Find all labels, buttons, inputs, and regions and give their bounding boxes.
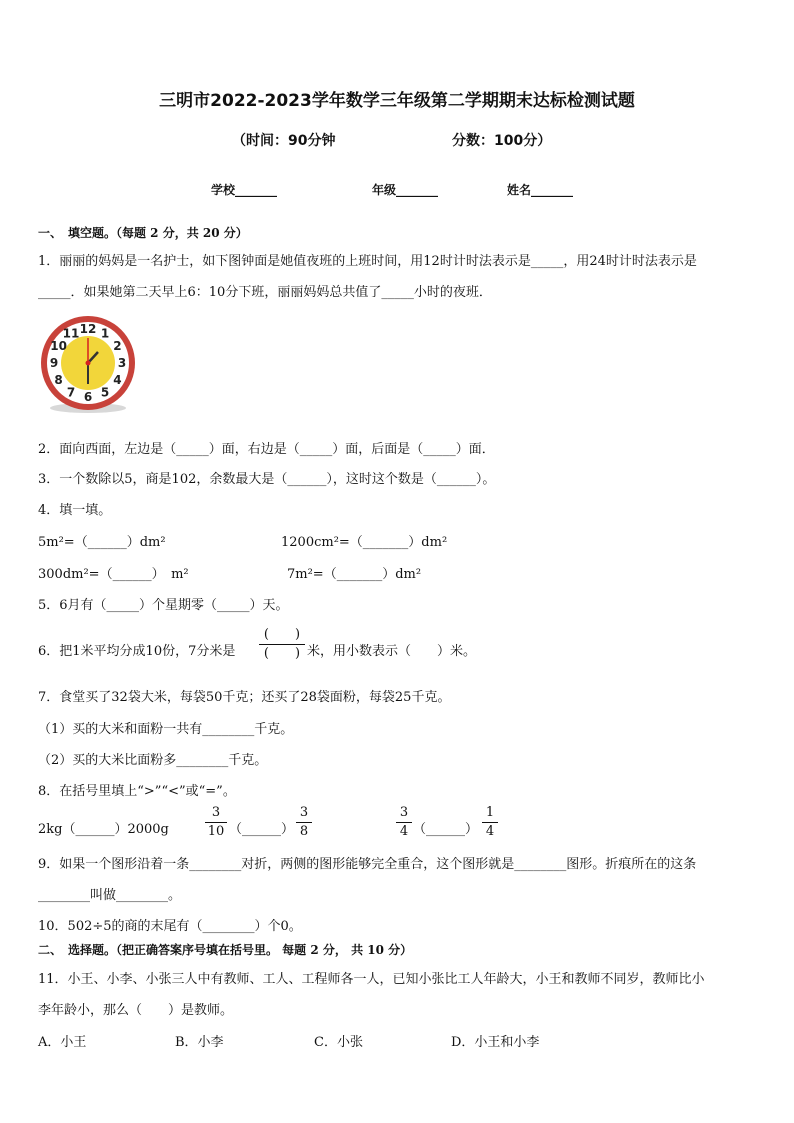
name-field: 姓名_______ <box>507 183 574 197</box>
q9-line1: 9．如果一个图形沿着一条________对折，两侧的图形能够完全重合，这个图形就是________图形。折痕所在的这条 <box>38 857 697 872</box>
option-d: D．小王和小李 <box>451 1035 540 1050</box>
clock-number: 12 <box>79 322 97 336</box>
clock-number: 3 <box>117 356 127 370</box>
grade-field: 年级_______ <box>372 183 439 197</box>
q11-line2: 李年龄小，那么（ ）是教师。 <box>38 1003 234 1018</box>
q8-fraction-2 <box>296 805 312 840</box>
clock-number: 7 <box>66 385 76 400</box>
q4-a: 5m²=（______）dm² <box>38 535 166 550</box>
clock-number: 1 <box>100 326 110 341</box>
q8: 8．在括号里填上“>”“<”或“=”。 <box>38 784 236 799</box>
clock-number: 11 <box>62 326 80 341</box>
q6-text: 6．把1米平均分成10份，7分米是 <box>38 644 236 659</box>
q9-line2: ________叫做________。 <box>38 888 182 903</box>
q8-f1-num: 3 <box>211 805 221 820</box>
q8-f1-den: 10 <box>207 824 225 839</box>
exam-score: 分数：100分） <box>452 133 552 149</box>
q3: 3．一个数除以5，商是102，余数最大是（______），这时这个数是（______）。 <box>38 472 496 487</box>
q8-blank-1: （______） <box>229 822 295 837</box>
q10: 10．502÷5的商的末尾有（________）个0。 <box>38 919 302 934</box>
option-a: A．小王 <box>38 1035 87 1050</box>
school-field: 学校_______ <box>211 183 278 197</box>
q8-f4-den: 4 <box>485 824 495 839</box>
page-title: 三明市2022-2023学年数学三年级第二学期期末达标检测试题 <box>159 91 635 111</box>
section1-heading: 一、 填空题。（每题 2 分，共 20 分） <box>38 226 248 240</box>
q8-f2-den: 8 <box>299 824 309 839</box>
q4: 4．填一填。 <box>38 503 112 518</box>
q8-fraction-3 <box>396 805 412 840</box>
q6-suffix: 米，用小数表示（ ）米。 <box>307 644 477 659</box>
clock-number: 9 <box>49 356 59 370</box>
section2-heading: 二、 选择题。（把正确答案序号填在括号里。 每题 2 分， 共 10 分） <box>38 943 413 957</box>
q6-fraction <box>259 627 305 662</box>
q7-2: （2）买的大米比面粉多________千克。 <box>38 753 268 768</box>
q8-fraction-1 <box>205 805 227 840</box>
q7: 7．食堂买了32袋大米，每袋50千克；还买了28袋面粉，每袋25千克。 <box>38 690 451 705</box>
q2: 2．面向西面，左边是（_____）面，右边是（_____）面，后面是（_____）面． <box>38 442 495 457</box>
clock-number: 6 <box>83 390 93 404</box>
q1-line1: 1．丽丽的妈妈是一名护士，如下图钟面是她值夜班的上班时间，用12时计时法表示是_____，用24时计时法表示是 <box>38 254 697 269</box>
q5: 5．6月有（_____）个星期零（_____）天。 <box>38 598 289 613</box>
q4-d: 7m²=（_______）dm² <box>287 567 422 582</box>
q6-numerator: ( ) <box>263 627 301 642</box>
option-c: C．小张 <box>314 1035 363 1050</box>
clock-center <box>86 361 91 366</box>
clock-number: 10 <box>50 339 67 353</box>
clock-number: 2 <box>113 339 122 353</box>
clock-number: 4 <box>113 373 122 387</box>
q8-f2-num: 3 <box>299 805 309 820</box>
q8-f4-num: 1 <box>485 805 495 820</box>
q8-f3-den: 4 <box>399 824 409 839</box>
q8-f3-num: 3 <box>399 805 409 820</box>
clock-image <box>38 314 138 414</box>
q6-denominator: ( ) <box>263 646 301 661</box>
q8-a: 2kg（______）2000g <box>38 822 169 837</box>
q8-fraction-4 <box>482 805 498 840</box>
q8-blank-2: （______） <box>413 822 479 837</box>
exam-time: （时间：90分钟 <box>232 133 336 149</box>
clock-number: 5 <box>100 385 110 400</box>
q7-1: （1）买的大米和面粉一共有________千克。 <box>38 722 294 737</box>
q4-c: 300dm²=（______） m² <box>38 567 189 582</box>
clock-number: 8 <box>54 373 63 387</box>
q1-line2: _____．如果她第二天早上6：10分下班，丽丽妈妈总共值了_____小时的夜班． <box>38 285 492 300</box>
q4-b: 1200cm²=（_______）dm² <box>281 535 448 550</box>
q11-line1: 11．小王、小李、小张三人中有教师、工人、工程师各一人，已知小张比工人年龄大，小王和教师不同岁，教师比小 <box>38 972 705 987</box>
option-b: B．小李 <box>175 1035 224 1050</box>
